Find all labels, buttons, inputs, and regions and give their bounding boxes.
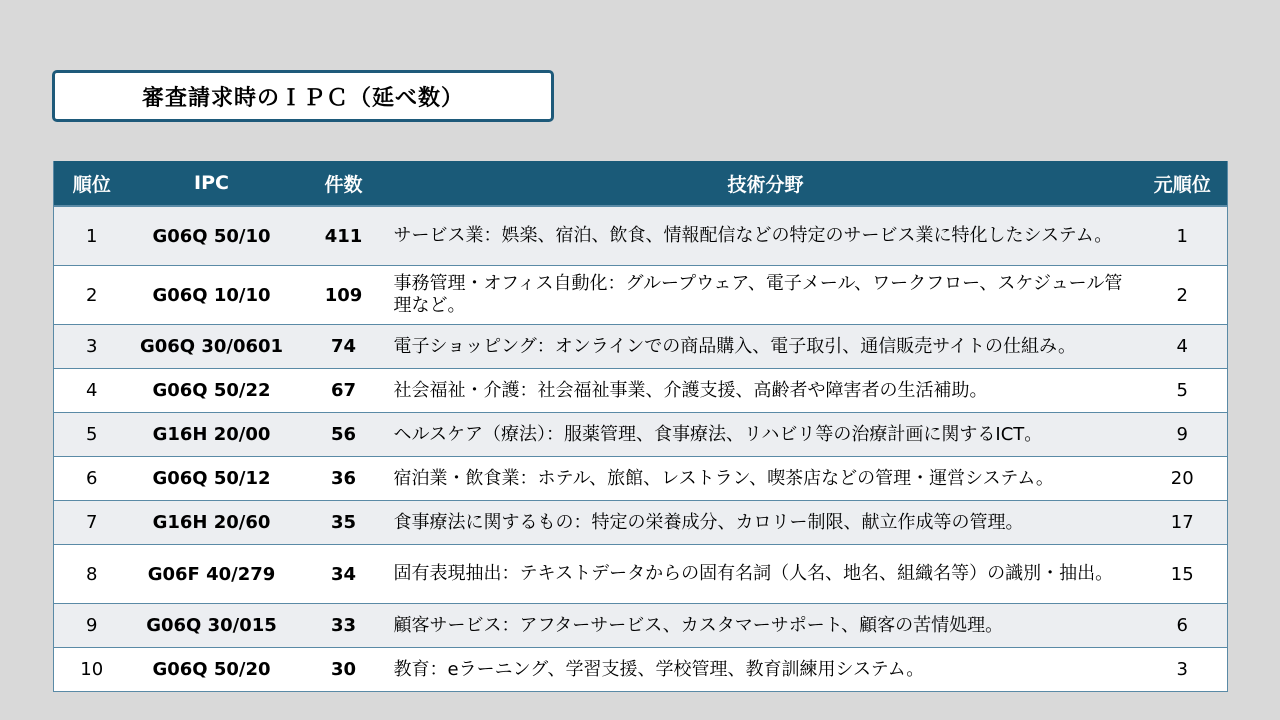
- ipc-cell: G06Q 50/20: [130, 648, 294, 692]
- original-rank-cell: 4: [1138, 325, 1228, 369]
- rank-cell: 2: [54, 266, 130, 325]
- table-row: [54, 413, 1228, 457]
- count-cell: 109: [294, 266, 394, 325]
- table-row: [54, 604, 1228, 648]
- header-ipc: IPC: [130, 161, 294, 206]
- count-cell: 30: [294, 648, 394, 692]
- page-title: 審査請求時のＩＰＣ（延べ数）: [141, 85, 464, 111]
- original-rank-cell: 17: [1138, 501, 1228, 545]
- header-tech-field: 技術分野: [394, 161, 1138, 206]
- table-header-row: [54, 161, 1228, 206]
- ipc-cell: G06Q 10/10: [130, 266, 294, 325]
- tech-field-cell: 固有表現抽出：テキストデータからの固有名詞（人名、地名、組織名等）の識別・抽出。: [394, 545, 1138, 604]
- count-cell: 67: [294, 369, 394, 413]
- tech-field-cell: 教育：eラーニング、学習支援、学校管理、教育訓練用システム。: [394, 648, 1138, 692]
- table-row: [54, 325, 1228, 369]
- tech-field-cell: ヘルスケア（療法）：服薬管理、食事療法、リハビリ等の治療計画に関するICT。: [394, 413, 1138, 457]
- count-cell: 36: [294, 457, 394, 501]
- original-rank-cell: 6: [1138, 604, 1228, 648]
- tech-field-cell: 事務管理・オフィス自動化：グループウェア、電子メール、ワークフロー、スケジュール管理など。: [394, 266, 1138, 325]
- ipc-cell: G06Q 50/10: [130, 206, 294, 266]
- original-rank-cell: 5: [1138, 369, 1228, 413]
- rank-cell: 1: [54, 206, 130, 266]
- rank-cell: 8: [54, 545, 130, 604]
- table-row: [54, 266, 1228, 325]
- rank-cell: 9: [54, 604, 130, 648]
- original-rank-cell: 1: [1138, 206, 1228, 266]
- rank-cell: 10: [54, 648, 130, 692]
- table-row: [54, 501, 1228, 545]
- header-original-rank: 元順位: [1138, 161, 1228, 206]
- table-row: [54, 369, 1228, 413]
- ipc-cell: G06F 40/279: [130, 545, 294, 604]
- tech-field-cell: 顧客サービス：アフターサービス、カスタマーサポート、顧客の苦情処理。: [394, 604, 1138, 648]
- original-rank-cell: 20: [1138, 457, 1228, 501]
- tech-field-cell: 食事療法に関するもの：特定の栄養成分、カロリー制限、献立作成等の管理。: [394, 501, 1138, 545]
- original-rank-cell: 3: [1138, 648, 1228, 692]
- rank-cell: 6: [54, 457, 130, 501]
- original-rank-cell: 2: [1138, 266, 1228, 325]
- count-cell: 33: [294, 604, 394, 648]
- ipc-cell: G06Q 30/015: [130, 604, 294, 648]
- count-cell: 56: [294, 413, 394, 457]
- table-row: [54, 206, 1228, 266]
- tech-field-cell: 電子ショッピング：オンラインでの商品購入、電子取引、通信販売サイトの仕組み。: [394, 325, 1138, 369]
- header-rank: 順位: [54, 161, 130, 206]
- original-rank-cell: 9: [1138, 413, 1228, 457]
- count-cell: 35: [294, 501, 394, 545]
- original-rank-cell: 15: [1138, 545, 1228, 604]
- header-count: 件数: [294, 161, 394, 206]
- ipc-cell: G06Q 50/12: [130, 457, 294, 501]
- rank-cell: 4: [54, 369, 130, 413]
- ipc-cell: G06Q 30/0601: [130, 325, 294, 369]
- ipc-ranking-table: [53, 161, 1228, 692]
- title-box: [52, 70, 554, 122]
- tech-field-cell: 社会福祉・介護：社会福祉事業、介護支援、高齢者や障害者の生活補助。: [394, 369, 1138, 413]
- ipc-cell: G16H 20/60: [130, 501, 294, 545]
- ipc-cell: G16H 20/00: [130, 413, 294, 457]
- tech-field-cell: サービス業：娯楽、宿泊、飲食、情報配信などの特定のサービス業に特化したシステム。: [394, 206, 1138, 266]
- rank-cell: 3: [54, 325, 130, 369]
- table-row: [54, 457, 1228, 501]
- table-row: [54, 648, 1228, 692]
- rank-cell: 7: [54, 501, 130, 545]
- count-cell: 34: [294, 545, 394, 604]
- tech-field-cell: 宿泊業・飲食業：ホテル、旅館、レストラン、喫茶店などの管理・運営システム。: [394, 457, 1138, 501]
- count-cell: 411: [294, 206, 394, 266]
- rank-cell: 5: [54, 413, 130, 457]
- table-row: [54, 545, 1228, 604]
- ipc-cell: G06Q 50/22: [130, 369, 294, 413]
- count-cell: 74: [294, 325, 394, 369]
